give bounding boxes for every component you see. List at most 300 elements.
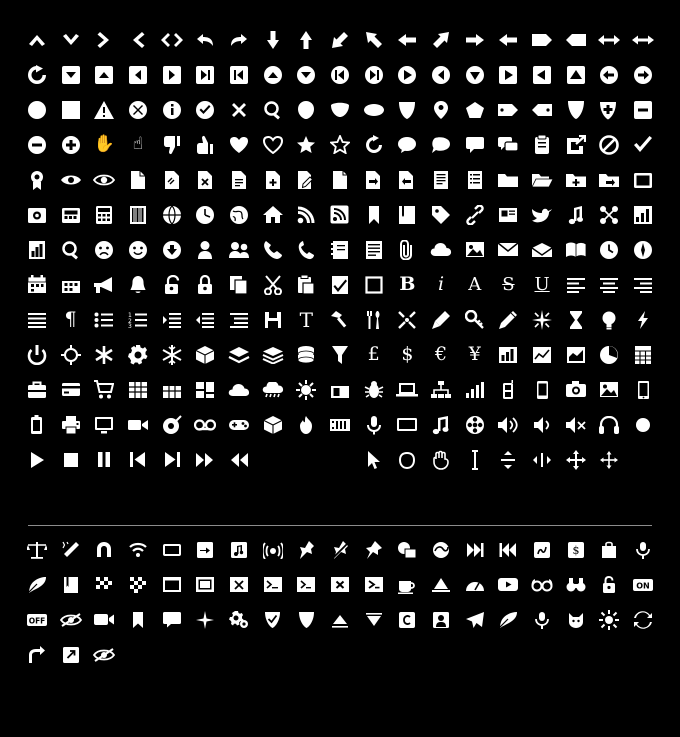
snowflake-icon[interactable] <box>155 337 189 372</box>
refresh-arrows-icon[interactable] <box>626 602 660 637</box>
microphone-stand-icon[interactable] <box>525 602 559 637</box>
cloud-icon[interactable] <box>424 232 458 267</box>
triangle-up-box-icon[interactable] <box>559 57 593 92</box>
yen-icon[interactable]: ¥ <box>468 343 481 365</box>
shopping-cart-icon[interactable] <box>87 372 121 407</box>
window-app-icon[interactable] <box>323 372 357 407</box>
mobile-old-icon[interactable] <box>492 372 526 407</box>
window-x-icon[interactable] <box>323 567 357 602</box>
eye-icon[interactable] <box>54 162 88 197</box>
award-ribbon-icon[interactable] <box>20 162 54 197</box>
chevron-up-box-icon[interactable] <box>87 57 121 92</box>
square-outline-icon[interactable] <box>357 267 391 302</box>
checklist-icon[interactable] <box>323 267 357 302</box>
bar-chart-icon[interactable] <box>492 337 526 372</box>
package-icon[interactable] <box>256 407 290 442</box>
chevron-up-circle-icon[interactable] <box>256 57 290 92</box>
paint-brush-icon[interactable] <box>424 302 458 337</box>
stop-icon[interactable] <box>54 442 88 477</box>
heart-filled-icon[interactable] <box>222 127 256 162</box>
compass-icon[interactable] <box>626 232 660 267</box>
money-bag-icon[interactable] <box>559 532 593 567</box>
align-center-icon[interactable] <box>593 267 627 302</box>
shield-check-icon[interactable] <box>256 602 290 637</box>
battery-icon[interactable] <box>20 407 54 442</box>
info-circle-icon[interactable] <box>155 92 189 127</box>
users-icon[interactable] <box>222 232 256 267</box>
chart-flag-icon[interactable] <box>626 197 660 232</box>
skip-next-icon[interactable] <box>155 442 189 477</box>
skip-backward-end-icon[interactable] <box>492 532 526 567</box>
scissors-icon[interactable] <box>256 267 290 302</box>
chevron-left-icon[interactable] <box>121 22 155 57</box>
sun-icon[interactable] <box>289 372 323 407</box>
lightbulb-icon[interactable] <box>593 302 627 337</box>
file-delete-icon[interactable] <box>188 162 222 197</box>
layers-icon[interactable] <box>222 337 256 372</box>
pin-angle-icon[interactable] <box>357 532 391 567</box>
window-arrow-icon[interactable] <box>357 567 391 602</box>
stamp-icon[interactable] <box>525 532 559 567</box>
card-icon[interactable] <box>492 197 526 232</box>
square-filled-icon[interactable] <box>54 92 88 127</box>
user-icon[interactable] <box>188 232 222 267</box>
sitemap-icon[interactable] <box>424 372 458 407</box>
move-icon[interactable] <box>559 442 593 477</box>
pin-icon[interactable] <box>289 532 323 567</box>
lock-shield-icon[interactable] <box>593 567 627 602</box>
window-split-icon[interactable] <box>289 567 323 602</box>
sparkles-icon[interactable] <box>188 602 222 637</box>
briefcase-icon[interactable] <box>20 372 54 407</box>
skip-previous-icon[interactable] <box>121 442 155 477</box>
key-icon[interactable] <box>458 302 492 337</box>
globe-grid-icon[interactable] <box>155 197 189 232</box>
pound-icon[interactable]: £ <box>367 343 380 365</box>
file-import-icon[interactable] <box>357 162 391 197</box>
pencil-icon[interactable] <box>492 302 526 337</box>
strikethrough-icon[interactable]: S <box>502 273 515 295</box>
video-camera-box-icon[interactable] <box>87 602 121 637</box>
image-icon[interactable] <box>458 232 492 267</box>
download-circle-icon[interactable] <box>155 232 189 267</box>
font-icon[interactable]: A <box>468 273 482 295</box>
close-x-icon[interactable] <box>222 92 256 127</box>
wand-sparkle-icon[interactable] <box>54 532 88 567</box>
magnet-icon[interactable] <box>87 532 121 567</box>
sad-face-icon[interactable] <box>87 232 121 267</box>
camera-icon[interactable] <box>559 372 593 407</box>
chevron-left-box-icon[interactable] <box>121 57 155 92</box>
comment-reply-icon[interactable] <box>424 127 458 162</box>
dashboard-icon[interactable] <box>188 372 222 407</box>
comments-icon[interactable] <box>492 127 526 162</box>
hand-grab-icon[interactable] <box>391 442 425 477</box>
outdent-icon[interactable] <box>188 302 222 337</box>
shield-round-icon[interactable] <box>289 92 323 127</box>
table-icon[interactable] <box>121 372 155 407</box>
list-indent-icon[interactable] <box>222 302 256 337</box>
warning-triangle-icon[interactable] <box>87 92 121 127</box>
satellite-dish-icon[interactable] <box>155 407 189 442</box>
tag-price-icon[interactable] <box>424 197 458 232</box>
map-pin-icon[interactable] <box>424 92 458 127</box>
volume-up-icon[interactable] <box>492 407 526 442</box>
text-icon[interactable]: T <box>299 307 313 332</box>
folder-export-icon[interactable] <box>593 162 627 197</box>
file-lines-icon[interactable] <box>222 162 256 197</box>
flag-left-icon[interactable] <box>559 22 593 57</box>
check-icon[interactable] <box>626 127 660 162</box>
triangle-up-line-icon[interactable] <box>323 602 357 637</box>
fire-icon[interactable] <box>289 407 323 442</box>
video-clip-icon[interactable] <box>155 532 189 567</box>
filter-icon[interactable] <box>323 337 357 372</box>
volume-mute-icon[interactable] <box>559 407 593 442</box>
microphone-icon[interactable] <box>357 407 391 442</box>
triangle-down-circle-icon[interactable] <box>458 57 492 92</box>
line-chart-icon[interactable] <box>525 337 559 372</box>
chart-bar-icon[interactable] <box>20 232 54 267</box>
gamepad-icon[interactable] <box>222 407 256 442</box>
gears-icon[interactable] <box>222 602 256 637</box>
bug-icon[interactable] <box>357 372 391 407</box>
notebook-icon[interactable] <box>323 232 357 267</box>
folder-add-icon[interactable] <box>559 162 593 197</box>
save-icon[interactable] <box>256 302 290 337</box>
bag-icon[interactable] <box>593 532 627 567</box>
phone-icon[interactable] <box>289 232 323 267</box>
stack-icon[interactable] <box>256 337 290 372</box>
page-icon[interactable] <box>323 162 357 197</box>
hourglass-icon[interactable] <box>559 302 593 337</box>
voicemail-icon[interactable] <box>188 407 222 442</box>
eye-hidden-icon[interactable] <box>87 637 121 672</box>
italic-icon[interactable]: i <box>438 273 445 295</box>
tag-icon[interactable] <box>492 92 526 127</box>
cat-face-icon[interactable] <box>559 602 593 637</box>
grid-table-icon[interactable] <box>626 337 660 372</box>
skip-forward-circle-icon[interactable] <box>357 57 391 92</box>
rewind-icon[interactable] <box>222 442 256 477</box>
arrow-left-thin-icon[interactable] <box>391 22 425 57</box>
cursor-arrow-icon[interactable] <box>357 442 391 477</box>
pie-chart-icon[interactable] <box>593 337 627 372</box>
no-entry-icon[interactable] <box>593 127 627 162</box>
coffee-icon[interactable] <box>391 567 425 602</box>
arrow-down-icon[interactable] <box>256 22 290 57</box>
chevron-down-box-icon[interactable] <box>54 57 88 92</box>
pause-icon[interactable] <box>87 442 121 477</box>
circle-filled-icon[interactable] <box>20 92 54 127</box>
arrow-up-icon[interactable] <box>289 22 323 57</box>
area-chart-icon[interactable] <box>559 337 593 372</box>
copyright-icon[interactable] <box>391 602 425 637</box>
film-strip-icon[interactable] <box>323 407 357 442</box>
thumbs-up-icon[interactable] <box>188 127 222 162</box>
window-frame-icon[interactable] <box>188 567 222 602</box>
cloud-rain-icon[interactable] <box>256 372 290 407</box>
pentagon-icon[interactable] <box>458 92 492 127</box>
skip-end-icon[interactable] <box>188 57 222 92</box>
video-camera-icon[interactable] <box>121 407 155 442</box>
arrows-expand-icon[interactable] <box>626 22 660 57</box>
align-justify-icon[interactable] <box>20 302 54 337</box>
external-open-icon[interactable] <box>54 637 88 672</box>
check-circle-icon[interactable] <box>188 92 222 127</box>
credit-card-icon[interactable] <box>54 372 88 407</box>
window-blank-icon[interactable] <box>155 567 189 602</box>
envelope-icon[interactable] <box>492 232 526 267</box>
star-outline-icon[interactable] <box>323 127 357 162</box>
share-nodes-icon[interactable] <box>593 197 627 232</box>
file-add-icon[interactable] <box>256 162 290 197</box>
file-edit-icon[interactable] <box>289 162 323 197</box>
list-lines-icon[interactable] <box>357 232 391 267</box>
skip-start-box-icon[interactable] <box>222 57 256 92</box>
lock-open-icon[interactable] <box>155 267 189 302</box>
clipboard-icon[interactable] <box>525 127 559 162</box>
folder-upload-icon[interactable] <box>20 197 54 232</box>
laptop-icon[interactable] <box>391 372 425 407</box>
resize-vertical-icon[interactable] <box>492 442 526 477</box>
folder-icon[interactable] <box>492 162 526 197</box>
list-bullet-icon[interactable] <box>87 302 121 337</box>
arrows-horizontal-icon[interactable] <box>593 22 627 57</box>
sun-burst-icon[interactable] <box>593 602 627 637</box>
smartphone-icon[interactable] <box>525 372 559 407</box>
flag-checker-icon[interactable] <box>87 567 121 602</box>
book-icon[interactable] <box>391 197 425 232</box>
lock-closed-icon[interactable] <box>188 267 222 302</box>
ellipse-icon[interactable] <box>357 92 391 127</box>
database-icon[interactable] <box>289 337 323 372</box>
chevron-down-icon[interactable] <box>54 22 88 57</box>
arrow-undo-icon[interactable] <box>188 22 222 57</box>
toggle-off-icon[interactable] <box>20 602 54 637</box>
calculator-icon[interactable] <box>87 197 121 232</box>
import-box-icon[interactable] <box>188 532 222 567</box>
file-icon[interactable] <box>121 162 155 197</box>
paperclip-icon[interactable] <box>391 232 425 267</box>
chevron-left-circle-icon[interactable] <box>424 57 458 92</box>
barcode-icon[interactable] <box>121 197 155 232</box>
play-left-box-icon[interactable] <box>525 57 559 92</box>
bolt-icon[interactable] <box>626 302 660 337</box>
toggle-on-icon[interactable] <box>626 567 660 602</box>
paste-icon[interactable] <box>289 267 323 302</box>
film-reel-icon[interactable] <box>458 407 492 442</box>
feather-quill-icon[interactable] <box>492 602 526 637</box>
arrow-right-icon[interactable] <box>458 22 492 57</box>
search-icon[interactable] <box>256 92 290 127</box>
clock-icon[interactable] <box>593 232 627 267</box>
external-link-icon[interactable] <box>559 127 593 162</box>
arrow-left-icon[interactable] <box>492 22 526 57</box>
gear-icon[interactable] <box>121 337 155 372</box>
id-card-icon[interactable] <box>424 602 458 637</box>
window-close-icon[interactable] <box>222 567 256 602</box>
shield-plain-icon[interactable] <box>289 602 323 637</box>
file-magic-icon[interactable] <box>155 162 189 197</box>
thumbs-down-icon[interactable] <box>155 127 189 162</box>
hammer-icon[interactable] <box>323 302 357 337</box>
bell-icon[interactable] <box>121 267 155 302</box>
power-icon[interactable] <box>20 337 54 372</box>
rss-icon[interactable] <box>289 197 323 232</box>
shapes-icon[interactable] <box>391 532 425 567</box>
fast-forward-icon[interactable] <box>188 442 222 477</box>
paint-roller-icon[interactable] <box>424 532 458 567</box>
plus-circle-icon[interactable] <box>54 127 88 162</box>
book-closed-icon[interactable] <box>54 567 88 602</box>
tools-icon[interactable] <box>357 302 391 337</box>
arrow-redo-icon[interactable] <box>222 22 256 57</box>
cone-icon[interactable] <box>424 567 458 602</box>
play-icon[interactable] <box>20 442 54 477</box>
terminal-icon[interactable] <box>256 567 290 602</box>
indent-icon[interactable] <box>155 302 189 337</box>
music-icon[interactable] <box>424 407 458 442</box>
refresh-circle-icon[interactable] <box>20 57 54 92</box>
chevron-right-icon[interactable] <box>87 22 121 57</box>
crosshair-icon[interactable] <box>54 337 88 372</box>
folder-closed-icon[interactable] <box>626 162 660 197</box>
book-open-icon[interactable] <box>559 232 593 267</box>
comment-icon[interactable] <box>458 127 492 162</box>
bookmark-down-icon[interactable] <box>121 602 155 637</box>
link-icon[interactable] <box>458 197 492 232</box>
pin-off-icon[interactable] <box>323 532 357 567</box>
youtube-icon[interactable] <box>492 567 526 602</box>
arrow-up-right-icon[interactable] <box>424 22 458 57</box>
shield-flat-icon[interactable] <box>323 92 357 127</box>
asterisk-icon[interactable] <box>87 337 121 372</box>
eye-open-icon[interactable] <box>87 162 121 197</box>
list-numbered-icon[interactable] <box>121 302 155 337</box>
sparkle-icon[interactable] <box>525 302 559 337</box>
file-export-icon[interactable] <box>391 162 425 197</box>
arrow-left-circle-icon[interactable] <box>593 57 627 92</box>
home-icon[interactable] <box>256 197 290 232</box>
mail-open-icon[interactable] <box>525 232 559 267</box>
document-icon[interactable] <box>424 162 458 197</box>
chat-square-icon[interactable] <box>155 602 189 637</box>
glasses-icon[interactable] <box>525 567 559 602</box>
rss-square-icon[interactable] <box>323 197 357 232</box>
broadcast-icon[interactable] <box>256 532 290 567</box>
list-document-icon[interactable] <box>458 162 492 197</box>
calendar-grid-icon[interactable] <box>54 267 88 302</box>
arrow-corner-icon[interactable] <box>20 637 54 672</box>
minus-circle-icon[interactable] <box>20 127 54 162</box>
wrench-screwdriver-icon[interactable] <box>391 302 425 337</box>
euro-icon[interactable]: € <box>435 343 448 365</box>
megaphone-icon[interactable] <box>87 267 121 302</box>
bird-icon[interactable] <box>525 197 559 232</box>
speech-bubble-icon[interactable] <box>391 127 425 162</box>
desktop-icon[interactable] <box>87 407 121 442</box>
hand-move-icon[interactable] <box>424 442 458 477</box>
star-filled-icon[interactable] <box>289 127 323 162</box>
phone-handset-icon[interactable] <box>256 232 290 267</box>
record-icon[interactable] <box>626 407 660 442</box>
feather-icon[interactable] <box>20 567 54 602</box>
printer-icon[interactable] <box>54 407 88 442</box>
arrow-right-circle-icon[interactable] <box>626 57 660 92</box>
arrow-up-left-icon[interactable] <box>357 22 391 57</box>
move-small-icon[interactable] <box>593 442 627 477</box>
calendar-icon[interactable] <box>20 267 54 302</box>
volume-down-icon[interactable] <box>525 407 559 442</box>
play-circle-icon[interactable] <box>391 57 425 92</box>
headphones-icon[interactable] <box>593 407 627 442</box>
minus-box-icon[interactable] <box>626 92 660 127</box>
table-grid-icon[interactable] <box>155 372 189 407</box>
box-icon[interactable] <box>188 337 222 372</box>
cloud-filled-icon[interactable] <box>222 372 256 407</box>
globe-clock-icon[interactable] <box>188 197 222 232</box>
copy-icon[interactable] <box>222 267 256 302</box>
align-left-icon[interactable] <box>559 267 593 302</box>
magnifier-icon[interactable] <box>54 232 88 267</box>
underline-icon[interactable]: U <box>534 273 550 295</box>
scales-icon[interactable] <box>20 532 54 567</box>
monitor-icon[interactable] <box>391 407 425 442</box>
triangle-down-line-icon[interactable] <box>357 602 391 637</box>
align-right-icon[interactable] <box>626 267 660 302</box>
badge-icon[interactable] <box>559 92 593 127</box>
music-box-icon[interactable] <box>222 532 256 567</box>
paragraph-icon[interactable]: ¶ <box>64 308 77 330</box>
heart-outline-icon[interactable] <box>256 127 290 162</box>
label-icon[interactable] <box>525 92 559 127</box>
speedometer-icon[interactable] <box>458 567 492 602</box>
play-box-icon[interactable] <box>492 57 526 92</box>
paper-plane-icon[interactable] <box>458 602 492 637</box>
code-brackets-icon[interactable] <box>155 22 189 57</box>
photo-icon[interactable] <box>593 372 627 407</box>
text-cursor-icon[interactable] <box>458 442 492 477</box>
bold-icon[interactable]: B <box>399 273 416 295</box>
signal-bars-icon[interactable] <box>458 372 492 407</box>
folder-open-icon[interactable] <box>525 162 559 197</box>
close-circle-icon[interactable] <box>121 92 155 127</box>
music-note-icon[interactable] <box>559 197 593 232</box>
tablet-icon[interactable] <box>626 372 660 407</box>
refresh-icon[interactable] <box>357 127 391 162</box>
flag-wave-icon[interactable] <box>121 567 155 602</box>
resize-horizontal-icon[interactable] <box>525 442 559 477</box>
globe-icon[interactable] <box>222 197 256 232</box>
mic-stand-icon[interactable] <box>626 532 660 567</box>
hand-open-icon[interactable]: ✋ <box>93 134 115 154</box>
eye-slash-icon[interactable] <box>54 602 88 637</box>
window-icon[interactable] <box>54 197 88 232</box>
first-aid-icon[interactable] <box>593 92 627 127</box>
flag-right-icon[interactable] <box>525 22 559 57</box>
bookmark-icon[interactable] <box>357 197 391 232</box>
arrow-down-left-icon[interactable] <box>323 22 357 57</box>
chevron-up-icon[interactable] <box>20 22 54 57</box>
hand-point-icon[interactable]: ☝ <box>132 134 144 154</box>
smile-face-icon[interactable] <box>121 232 155 267</box>
skip-back-circle-icon[interactable] <box>323 57 357 92</box>
wifi-icon[interactable] <box>121 532 155 567</box>
chevron-down-circle-icon[interactable] <box>289 57 323 92</box>
binoculars-icon[interactable] <box>559 567 593 602</box>
shield-pointed-icon[interactable] <box>391 92 425 127</box>
